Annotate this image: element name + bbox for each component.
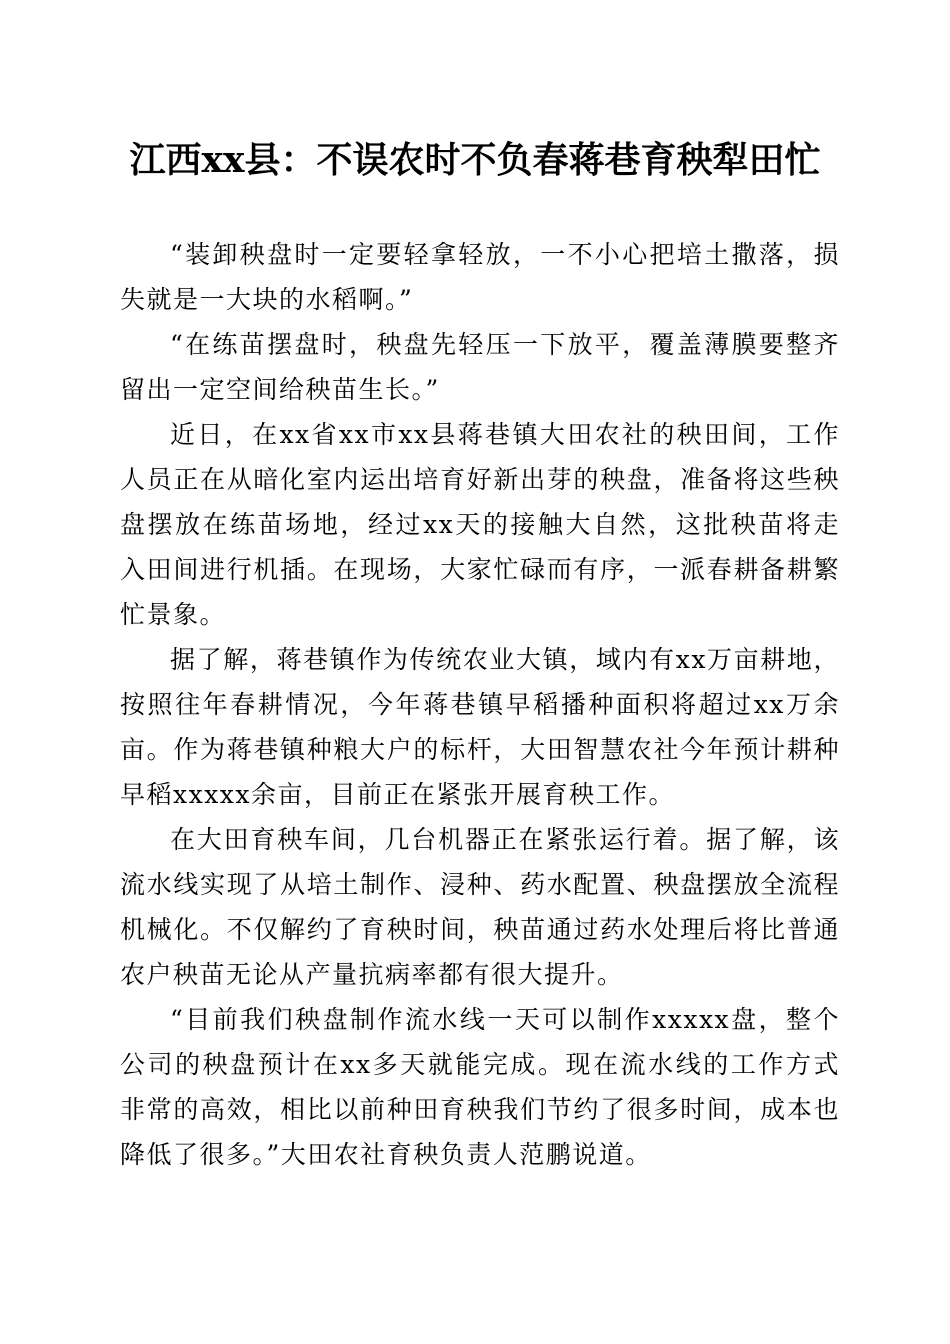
paragraph-3: 近日，在xx省xx市xx县蒋巷镇大田农社的秧田间，工作人员正在从暗化室内运出培育好新出芽的秧盘，准备将这些秧盘摆放在练苗场地，经过xx天的接触大自然，这批秧苗将走入田间进行机插。在现场，大家忙碌而有序，一派春耕备耕繁忙景象。 [120,420,840,629]
document-title: 江西xx县：不误农时不负春蒋巷育秧犁田忙 [129,139,821,181]
document-body [120,232,840,1177]
paragraph-4: 据了解，蒋巷镇作为传统农业大镇，域内有xx万亩耕地，按照往年春耕情况，今年蒋巷镇早稻播种面积将超过xx万余亩。作为蒋巷镇种粮大户的标杆，大田智慧农社今年预计耕种早稻xxxxx余亩，目前正在紧张开展育秧工作。 [120,645,840,809]
paragraph-1: “装卸秧盘时一定要轻拿轻放，一不小心把培土撒落，损失就是一大块的水稻啊。” [120,240,840,314]
paragraph-6: “目前我们秧盘制作流水线一天可以制作xxxxx盘，整个公司的秧盘预计在xx多天就能完成。现在流水线的工作方式非常的高效，相比以前种田育秧我们节约了很多时间，成本也降低了很多。”大田农社育秧负责人范鹏说道。 [120,1005,840,1169]
paragraph-2: “在练苗摆盘时，秧盘先轻压一下放平，覆盖薄膜要整齐留出一定空间给秧苗生长。” [120,330,840,404]
paragraph-5: 在大田育秧车间，几台机器正在紧张运行着。据了解，该流水线实现了从培土制作、浸种、药水配置、秧盘摆放全流程机械化。不仅解约了育秧时间，秧苗通过药水处理后将比普通农户秧苗无论从产量抗病率都有很大提升。 [120,825,840,989]
